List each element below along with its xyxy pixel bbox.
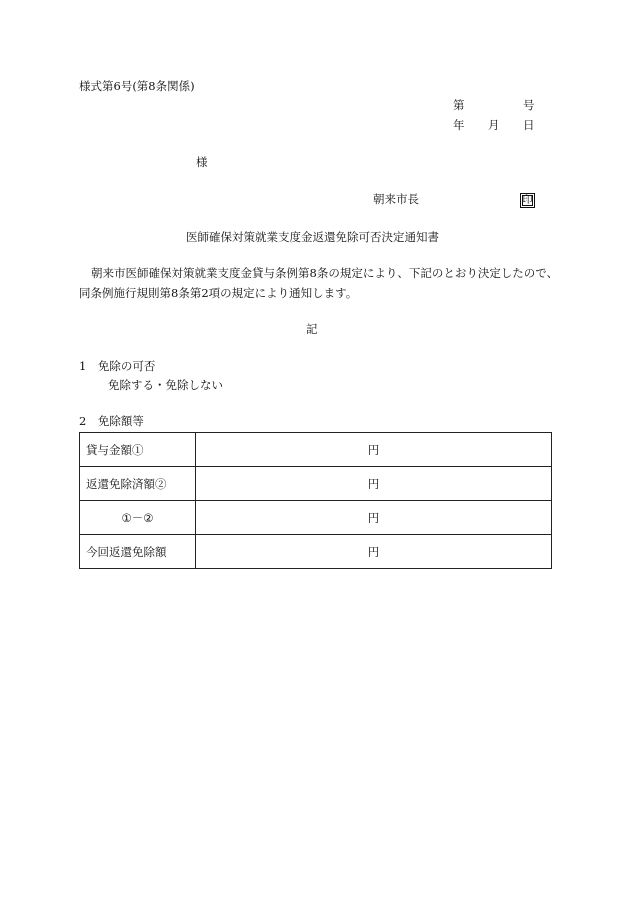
document-title: 医師確保対策就業支度金返還免除可否決定通知書 bbox=[186, 230, 439, 244]
seal-char: 印 bbox=[522, 195, 533, 206]
table-row bbox=[80, 501, 552, 535]
row-label: 貸与金額① bbox=[80, 433, 196, 467]
seal-mark bbox=[520, 193, 535, 208]
row-label: ①－② bbox=[80, 501, 196, 535]
table-row bbox=[80, 433, 552, 467]
table-row bbox=[80, 535, 552, 569]
row-label: 今回返還免除額 bbox=[80, 535, 196, 569]
date-day: 日 bbox=[523, 118, 535, 132]
sender-name: 朝来市長 bbox=[373, 192, 419, 206]
row-unit: 円 bbox=[196, 467, 552, 501]
body-line-2: 同条例施行規則第8条第2項の規定により通知します。 bbox=[79, 286, 358, 300]
amounts-table bbox=[79, 432, 552, 569]
table-row bbox=[80, 467, 552, 501]
ki-heading: 記 bbox=[306, 322, 318, 336]
form-label: 様式第6号(第8条関係) bbox=[79, 79, 195, 93]
row-unit: 円 bbox=[196, 501, 552, 535]
date-month: 月 bbox=[488, 118, 500, 132]
row-label: 返還免除済額② bbox=[80, 467, 196, 501]
row-unit: 円 bbox=[196, 433, 552, 467]
section-2-heading: 2 免除額等 bbox=[79, 414, 144, 428]
row-unit: 円 bbox=[196, 535, 552, 569]
exemption-options: 免除する・免除しない bbox=[108, 378, 223, 392]
number-suffix: 号 bbox=[523, 98, 535, 112]
section-1-heading: 1 免除の可否 bbox=[79, 359, 156, 373]
number-prefix: 第 bbox=[453, 98, 465, 112]
body-line-1: 朝来市医師確保対策就業支度金貸与条例第8条の規定により、下記のとおり決定したので、 bbox=[91, 266, 559, 280]
addressee-suffix: 様 bbox=[196, 155, 208, 169]
date-year: 年 bbox=[453, 118, 465, 132]
